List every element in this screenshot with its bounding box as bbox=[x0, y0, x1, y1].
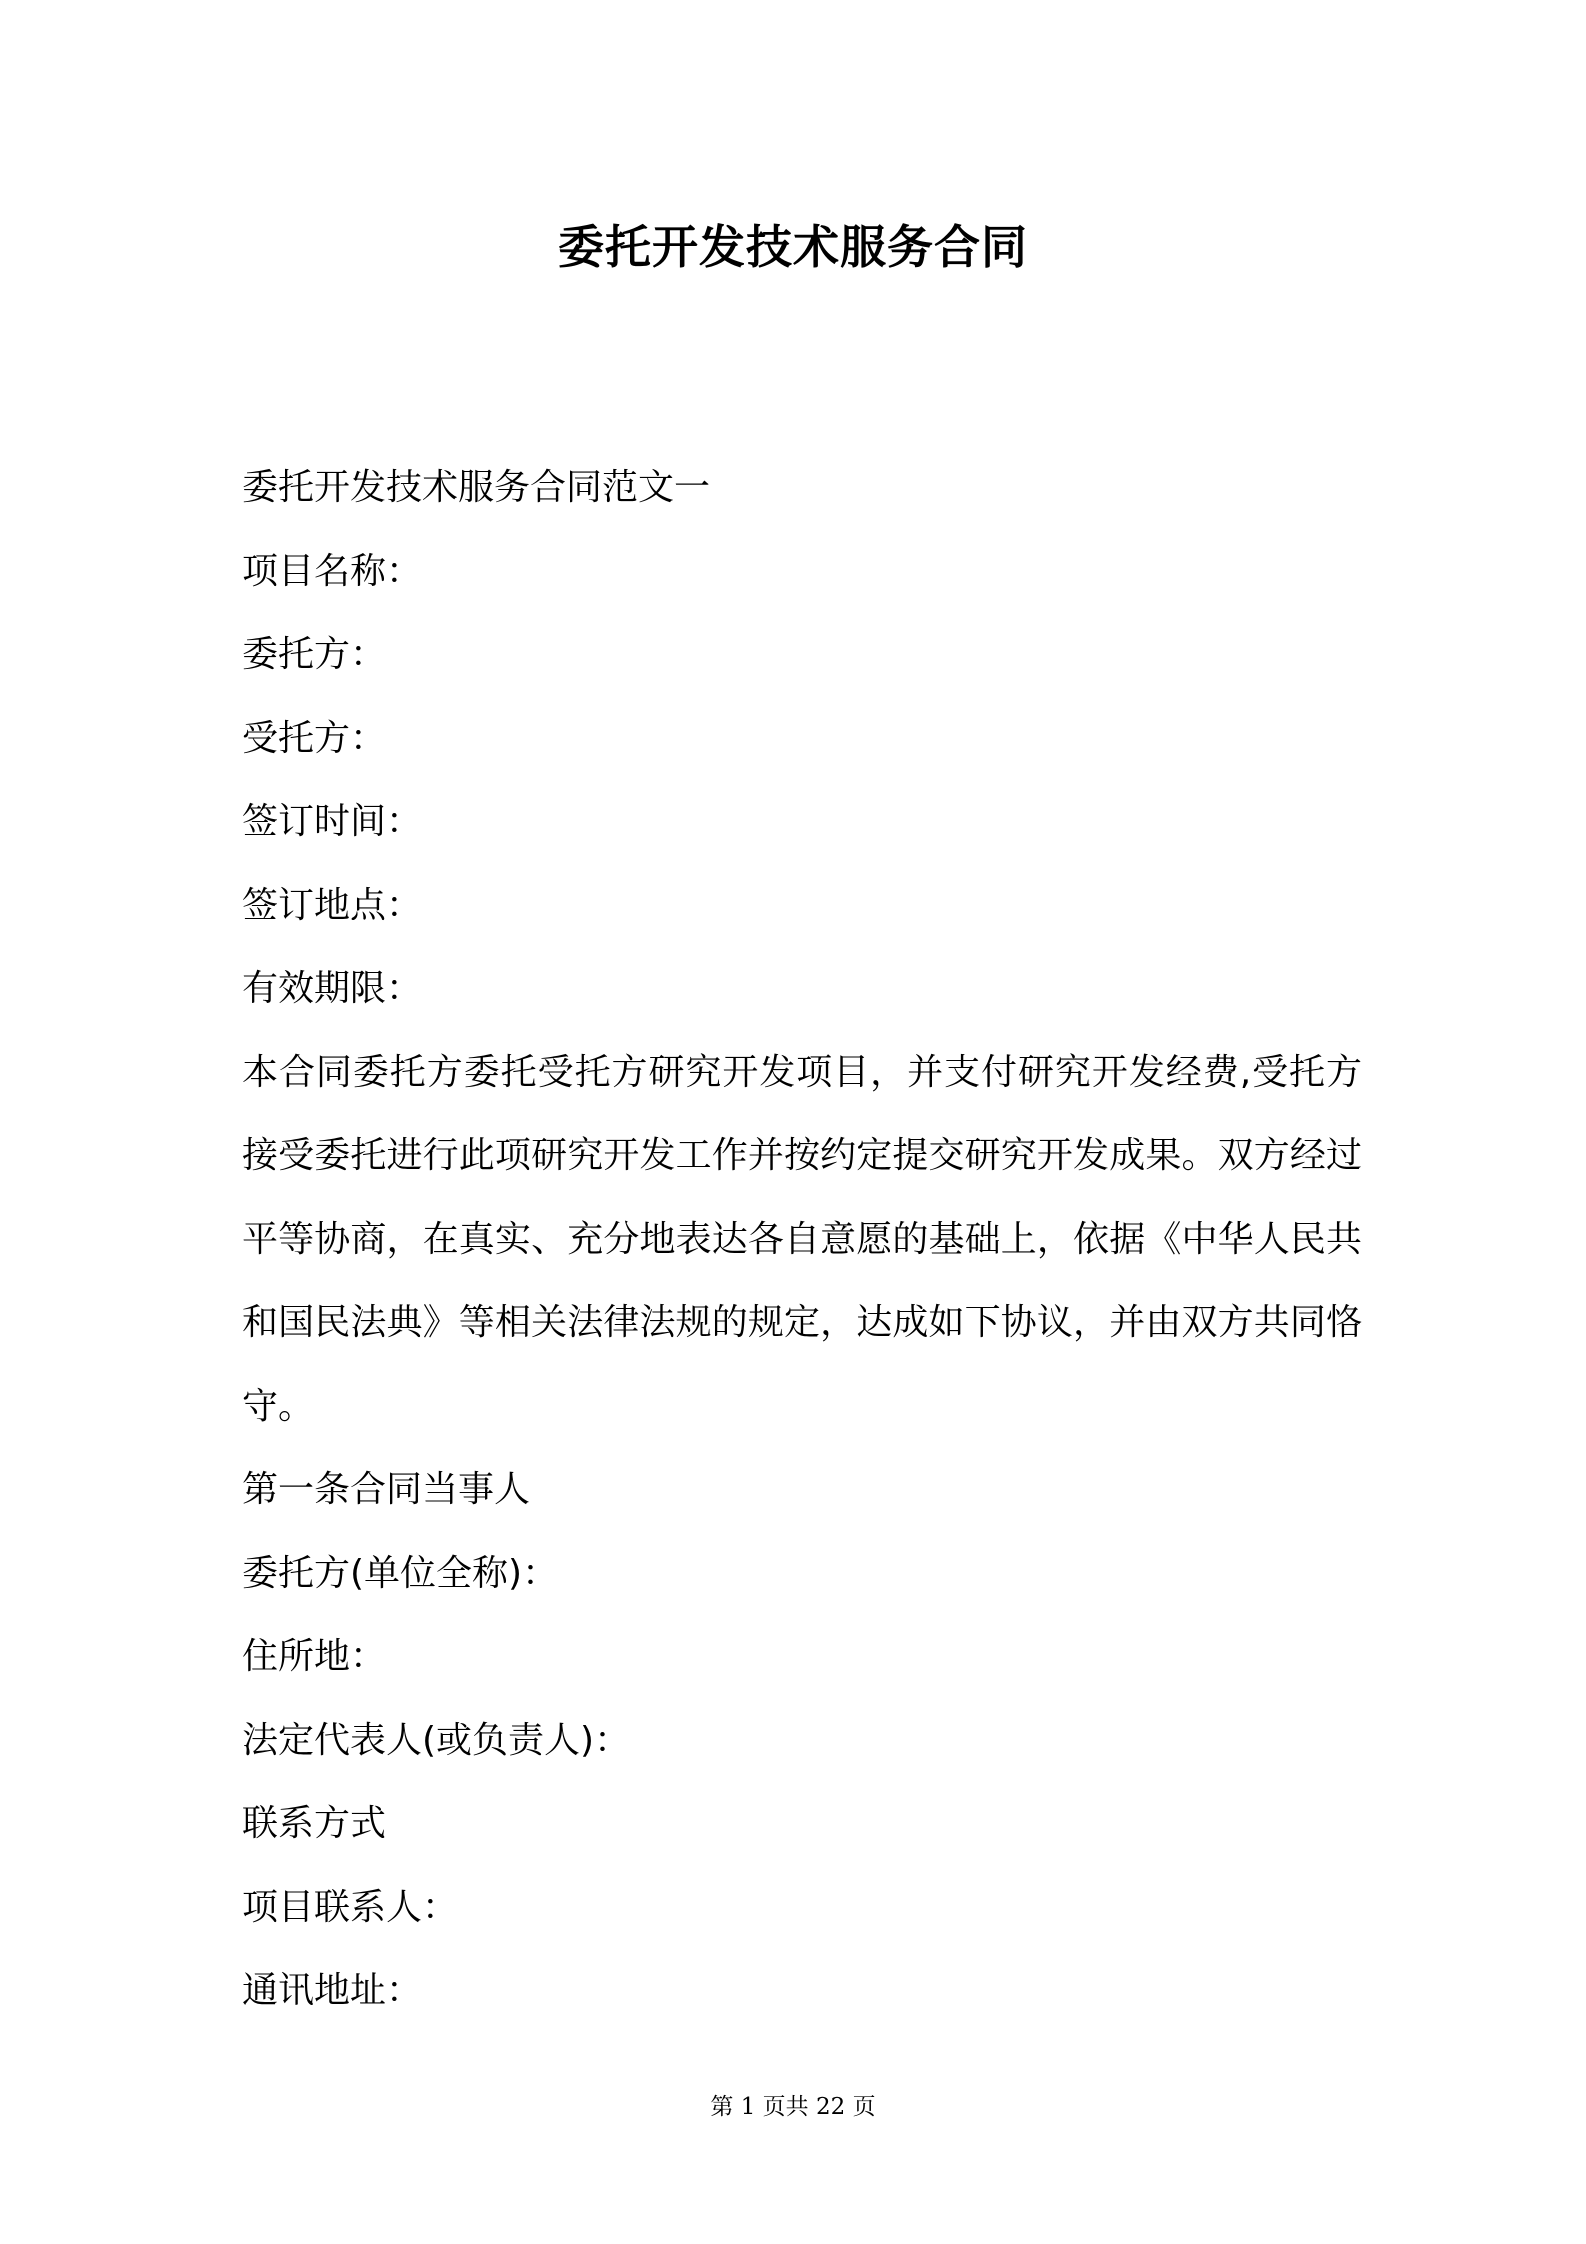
field-address: 住所地： bbox=[242, 1636, 387, 1677]
document-body bbox=[242, 446, 1362, 2033]
section-heading: 第一条合同当事人 bbox=[242, 1469, 531, 1510]
field-project-name: 项目名称： bbox=[242, 550, 423, 592]
field-legal-representative: 法定代表人(或负责人)： bbox=[242, 1719, 631, 1761]
field-signing-place: 签订地点： bbox=[242, 884, 423, 926]
field-client-full-name: 委托方(单位全称)： bbox=[242, 1552, 559, 1594]
page-footer: 第 1 页共 22 页 bbox=[710, 2094, 876, 2120]
field-validity: 有效期限： bbox=[242, 968, 423, 1009]
field-contractor: 受托方： bbox=[242, 717, 387, 759]
text-line: 委托开发技术服务合同范文一 bbox=[242, 467, 711, 508]
document-title: 委托开发技术服务合同 bbox=[558, 220, 1028, 274]
field-mailing-address: 通讯地址： bbox=[242, 1970, 423, 2011]
field-signing-time: 签订时间： bbox=[242, 801, 423, 842]
field-client: 委托方： bbox=[242, 634, 387, 675]
intro-paragraph: 本合同委托方委托受托方研究开发项目，并支付研究开发经费,受托方接受委托进行此项研究开发工作并按约定提交研究开发成果。双方经过平等协商，在真实、充分地表达各自意愿的基础上，依据《中华人民共和国民法典》等相关法律法规的规定，达成如下协议，并由双方共同恪守。 bbox=[242, 1051, 1362, 1427]
field-contact-method: 联系方式 bbox=[242, 1803, 387, 1844]
field-project-contact: 项目联系人： bbox=[242, 1886, 459, 1928]
